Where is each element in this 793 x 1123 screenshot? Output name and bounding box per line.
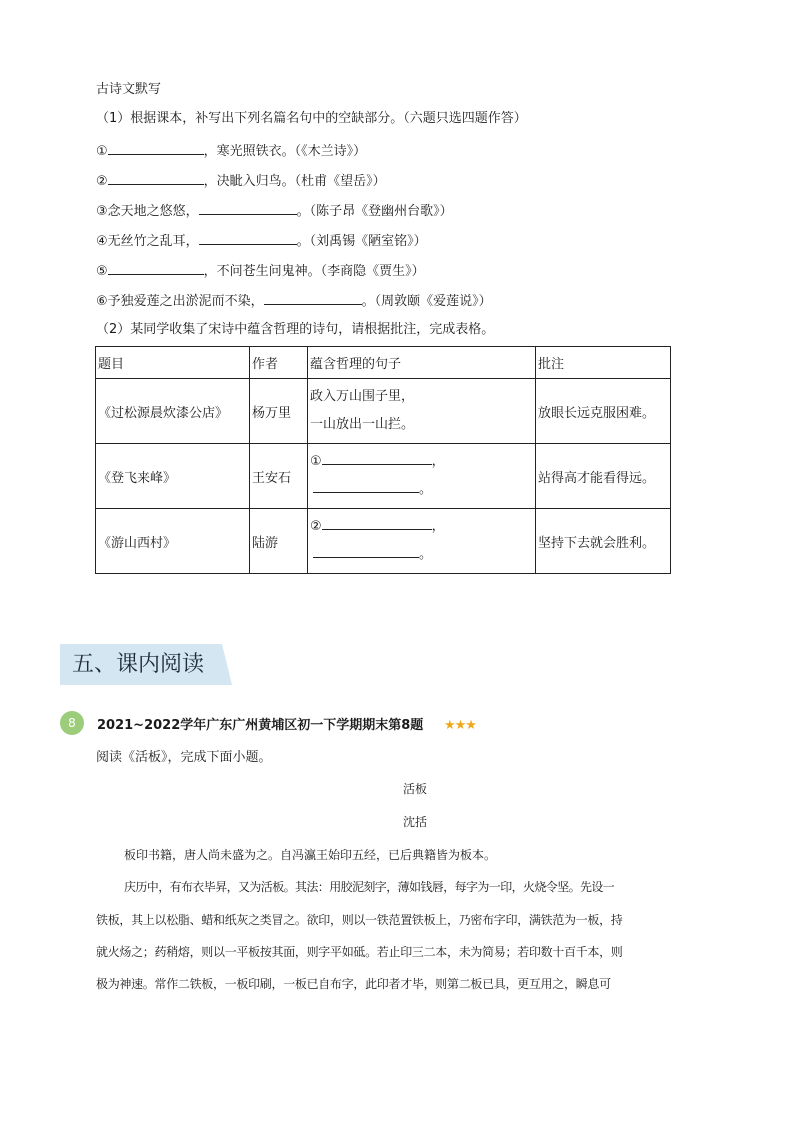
reading-prompt: 阅读《活板》，完成下面小题。: [96, 750, 272, 765]
period: 。: [419, 547, 433, 562]
poem-note: 站得高才能看得远。: [536, 444, 671, 509]
q1-item-1: [96, 142, 366, 160]
article-author: 沈括: [403, 815, 428, 829]
poem-sentence: [308, 379, 536, 444]
poem-title: 《过松源晨炊漆公店》: [96, 379, 250, 444]
article-paragraph-line: 铁板，其上以松脂、蜡和纸灰之类冒之。欲印，则以一铁范置铁板上，乃密布字印，满铁范为一板，持: [96, 913, 623, 927]
poem-sentence: [308, 509, 536, 574]
q1-instruction: （1）根据课本，补写出下列名篇名句中的空缺部分。（六题只选四题作答）: [96, 111, 527, 126]
q1-item-5: [96, 262, 425, 280]
poem-title: 《登飞来峰》: [96, 444, 250, 509]
poem-note: 坚持下去就会胜利。: [536, 509, 671, 574]
answer-blank[interactable]: [322, 517, 432, 530]
answer-blank[interactable]: [108, 142, 204, 155]
table-row: [96, 509, 671, 574]
answer-blank[interactable]: [322, 452, 432, 465]
table-row: [96, 379, 671, 444]
table-header-row: [96, 347, 671, 379]
sentence-line-1: 政入万山围子里，: [310, 389, 415, 404]
difficulty-stars: ★★★: [444, 718, 476, 733]
answer-blank[interactable]: [264, 292, 362, 305]
item-prefix: ③念天地之悠悠，: [96, 204, 199, 219]
q1-item-3: [96, 202, 453, 220]
article-paragraph-line: 庆历中，有布衣毕昇，又为活板。其法：用胶泥刻字，薄如钱唇，每字为一印，火烧令坚。先设一: [124, 880, 615, 894]
q2-instruction: （2）某同学收集了宋诗中蕴含哲理的诗句，请根据批注，完成表格。: [96, 322, 495, 337]
header-author: 作者: [250, 347, 308, 379]
article-paragraph-line: 板印书籍，唐人尚未盛为之。自冯瀛王始印五经，已后典籍皆为板本。: [124, 848, 497, 862]
poem-author: 陆游: [250, 509, 308, 574]
answer-blank[interactable]: [199, 232, 297, 245]
header-note: 批注: [536, 347, 671, 379]
poem-author: 杨万里: [250, 379, 308, 444]
poem-title: 《游山西村》: [96, 509, 250, 574]
blank-marker: ①: [310, 454, 322, 469]
answer-blank[interactable]: [108, 262, 204, 275]
question-number-badge: 8: [60, 711, 84, 735]
comma: ，: [431, 519, 445, 534]
item-prefix: ④无丝竹之乱耳，: [96, 234, 199, 249]
sentence-line-2: [310, 476, 535, 504]
sentence-line-1: [310, 513, 535, 541]
answer-blank[interactable]: [313, 545, 419, 558]
sentence-line-2: 一山放出一山拦。: [310, 417, 415, 432]
article-title: 活板: [403, 782, 428, 796]
table-row: [96, 444, 671, 509]
q1-item-4: [96, 232, 427, 250]
poem-table: [95, 346, 671, 574]
item-suffix: 。（刘禹锡《陋室铭》）: [296, 234, 427, 249]
item-prefix: ⑥予独爱莲之出淤泥而不染，: [96, 294, 264, 309]
period: 。: [419, 482, 433, 497]
article-paragraph-line: 极为神速。常作二铁板，一板印刷，一板已自布字，此印者才毕，则第二板已具，更互用之，瞬息可: [96, 977, 611, 991]
item-suffix: 。（陈子昂《登幽州台歌》）: [296, 204, 453, 219]
item-prefix: ⑤: [96, 264, 108, 279]
item-prefix: ①: [96, 144, 108, 159]
poem-sentence: [308, 444, 536, 509]
comma: ，: [431, 454, 445, 469]
q1-item-6: [96, 292, 492, 310]
answer-blank[interactable]: [313, 480, 419, 493]
question-source: 2021~2022学年广东广州黄埔区初一下学期期末第8题: [97, 718, 424, 733]
section-heading: 古诗文默写: [96, 82, 162, 97]
item-suffix: ，决眦入归鸟。（杜甫《望岳》）: [203, 174, 386, 189]
sentence-line-1: [310, 448, 535, 476]
header-sentence: 蕴含哲理的句子: [308, 347, 536, 379]
item-suffix: ，寒光照铁衣。（《木兰诗》）: [203, 144, 367, 159]
item-suffix: ，不问苍生问鬼神。（李商隐《贾生》）: [203, 264, 425, 279]
sentence-line-2: [310, 541, 535, 569]
answer-blank[interactable]: [108, 172, 204, 185]
poem-note: 放眼长远克服困难。: [536, 379, 671, 444]
q1-item-2: [96, 172, 386, 190]
section-title: 五、课内阅读: [72, 652, 205, 677]
item-prefix: ②: [96, 174, 108, 189]
blank-marker: ②: [310, 519, 322, 534]
poem-author: 王安石: [250, 444, 308, 509]
article-paragraph-line: 就火炀之；药稍熔，则以一平板按其面，则字平如砥。若止印三二本，未为简易；若印数十百千本，则: [96, 945, 623, 959]
answer-blank[interactable]: [199, 202, 297, 215]
item-suffix: 。（周敦颐《爱莲说》）: [361, 294, 492, 309]
header-title: 题目: [96, 347, 250, 379]
